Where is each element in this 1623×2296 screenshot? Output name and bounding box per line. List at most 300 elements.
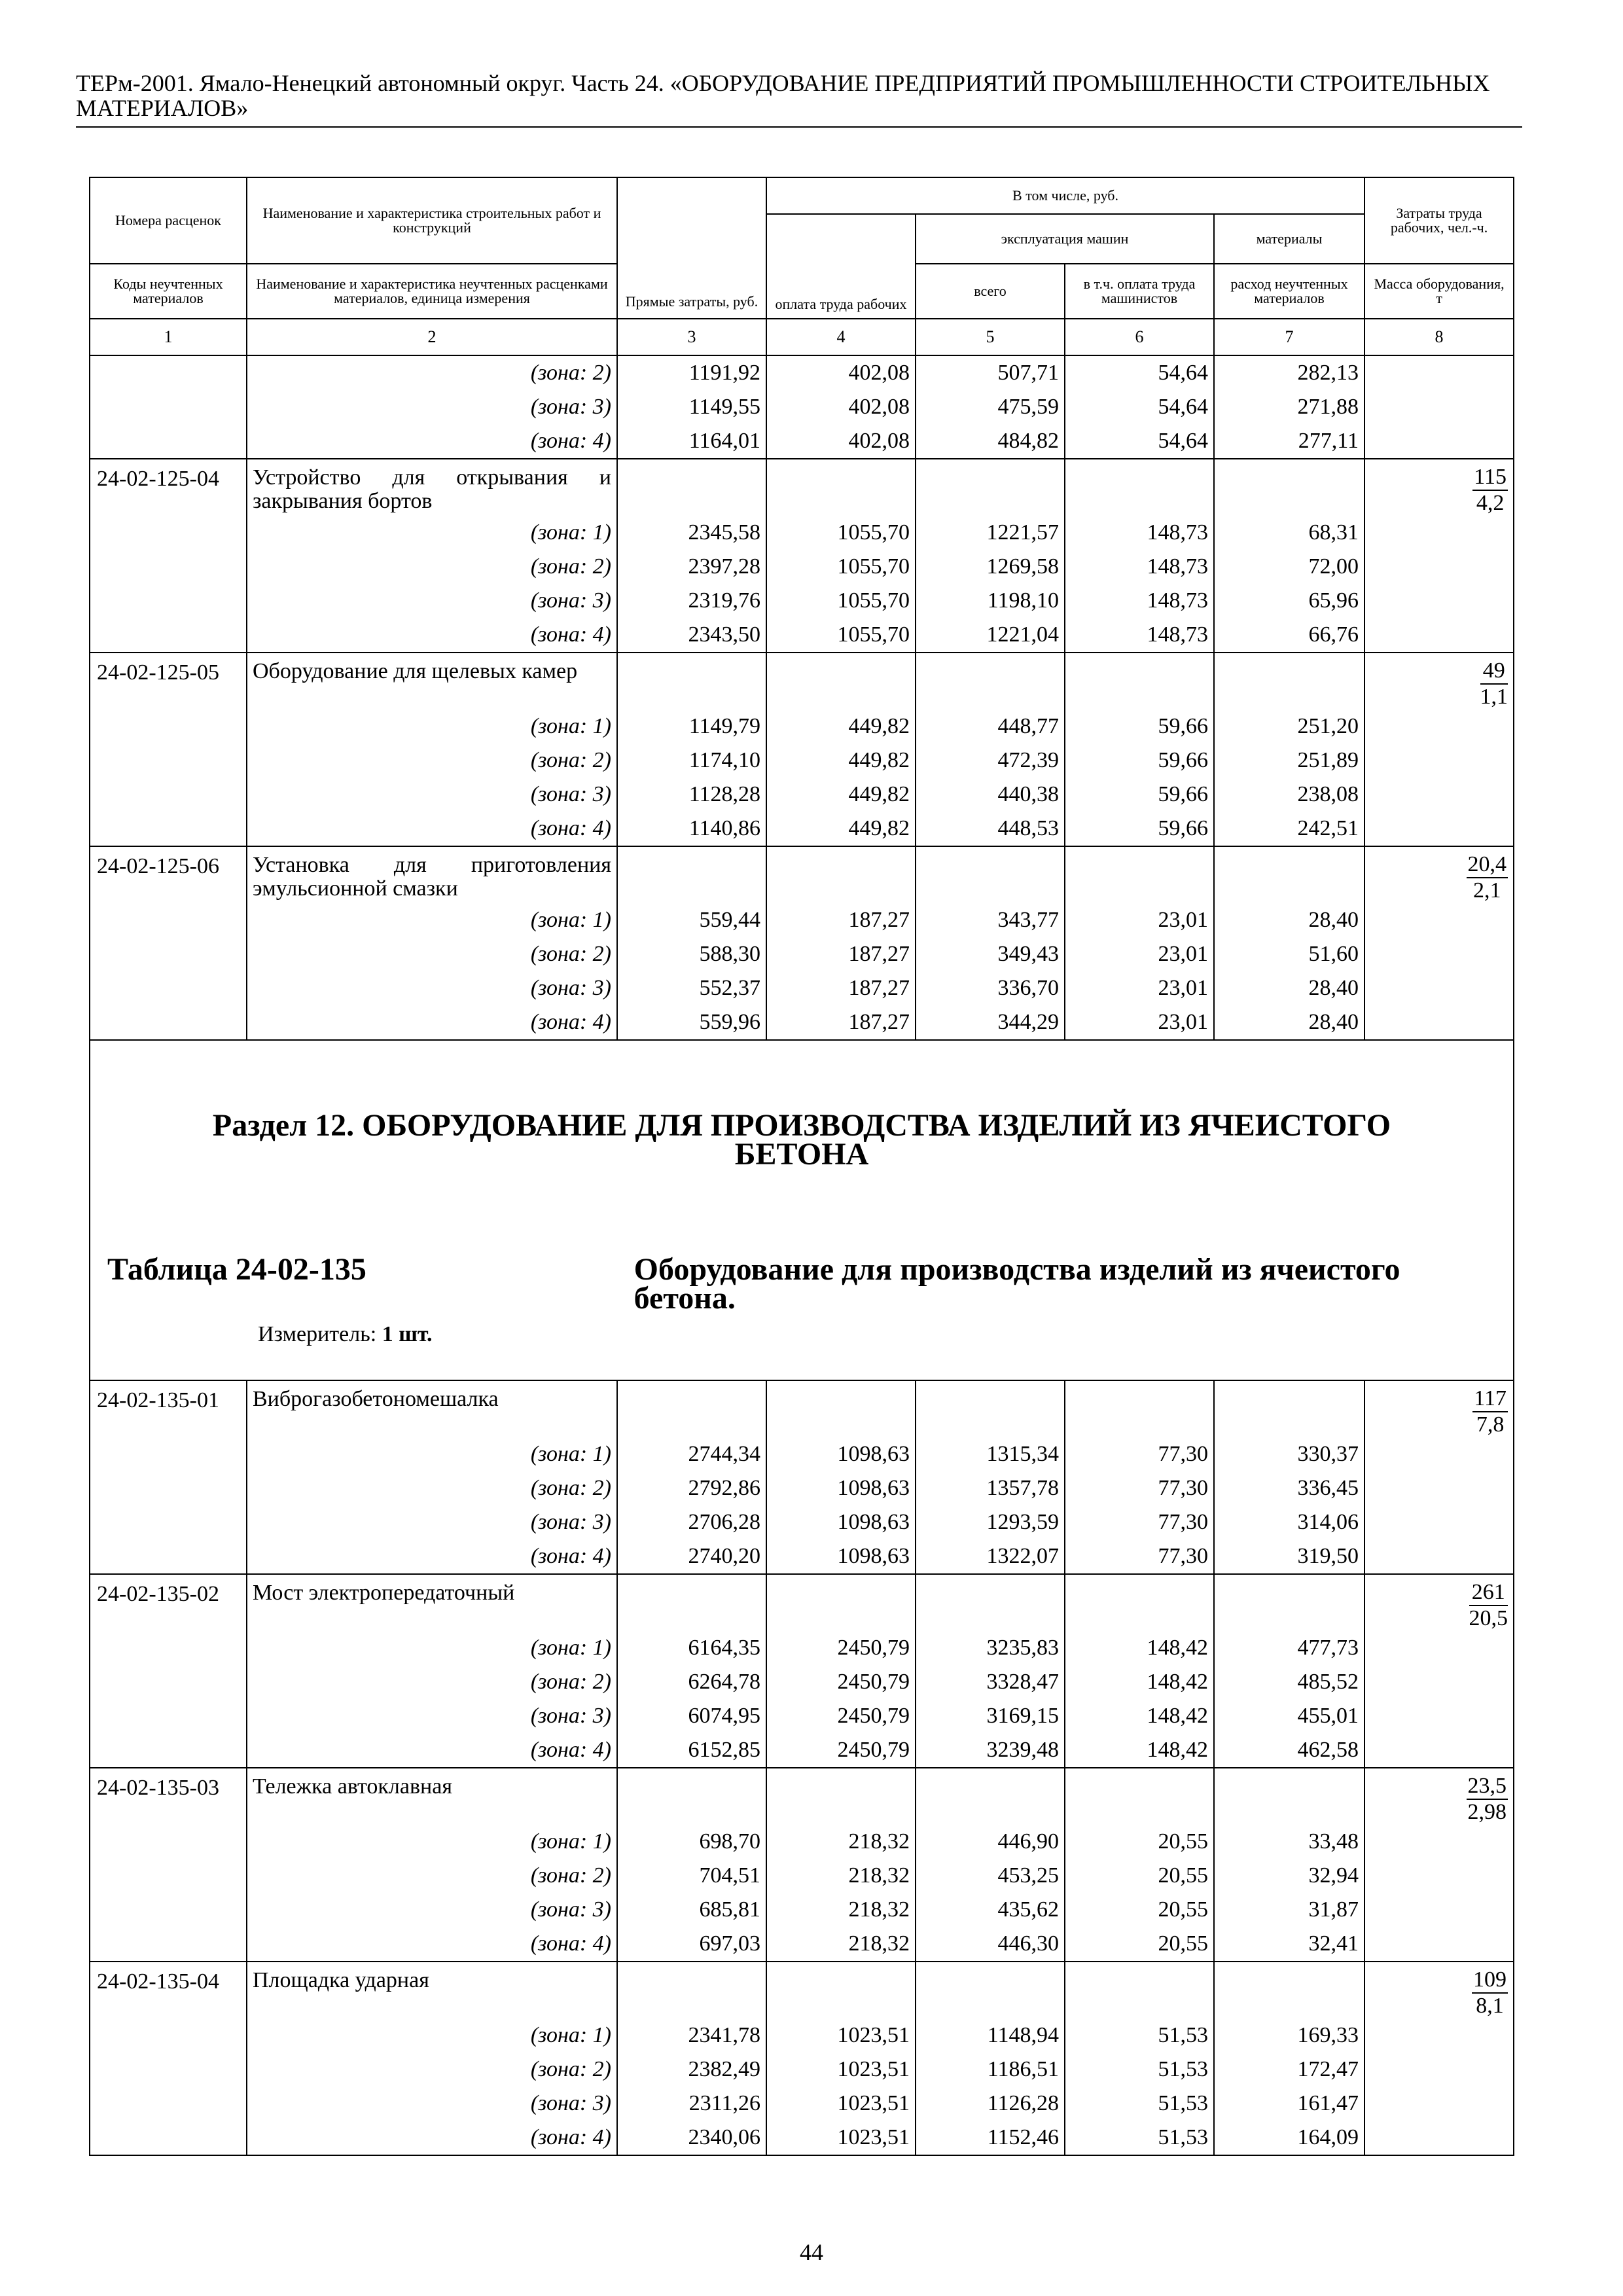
direct-cost-cell: 2792,86 (617, 1471, 766, 1505)
empty-cell (916, 1380, 1065, 1437)
zone-row (90, 1005, 1514, 1040)
materials-cost-cell: 336,45 (1214, 1471, 1364, 1505)
labor-cost-cell: 1055,70 (766, 618, 916, 653)
labor-hours-value: 49 (1480, 658, 1508, 685)
mass-cell-empty (1364, 744, 1514, 778)
column-number: 7 (1214, 319, 1364, 355)
labor-mass-cell (1364, 1768, 1514, 1825)
labor-cost-cell: 1055,70 (766, 516, 916, 550)
mass-value: 2,1 (1473, 878, 1501, 903)
measure-line (90, 1322, 1513, 1347)
mass-cell-empty (1364, 1539, 1514, 1574)
zone-row (90, 424, 1514, 459)
zone-label: (зона: 3) (247, 1699, 617, 1733)
zone-row (90, 709, 1514, 744)
zone-label: (зона: 2) (247, 1471, 617, 1505)
zone-row (90, 903, 1514, 937)
machines-cost-cell: 1152,46 (916, 2121, 1065, 2155)
materials-cost-cell: 251,89 (1214, 744, 1364, 778)
mass-cell-empty (1364, 618, 1514, 653)
mass-cell-empty (1364, 778, 1514, 812)
labor-cost-cell: 1098,63 (766, 1471, 916, 1505)
zone-row (90, 2121, 1514, 2155)
materials-cost-cell: 28,40 (1214, 1005, 1364, 1040)
section-title: Раздел 12. ОБОРУДОВАНИЕ ДЛЯ ПРОИЗВОДСТВА ИЗДЕЛИЙ ИЗ ЯЧЕИСТОГО БЕТОНА (90, 1040, 1514, 1255)
labor-cost-cell: 402,08 (766, 424, 916, 459)
mass-cell-empty (1364, 1699, 1514, 1733)
rate-name-row (90, 1380, 1514, 1437)
materials-cost-cell: 51,60 (1214, 937, 1364, 971)
labor-cost-cell: 187,27 (766, 971, 916, 1005)
labor-mass-fraction (1472, 1967, 1508, 2018)
zone-label: (зона: 2) (247, 1859, 617, 1893)
materials-cost-cell: 169,33 (1214, 2018, 1364, 2053)
direct-cost-cell: 2343,50 (617, 618, 766, 653)
zone-row (90, 584, 1514, 618)
rate-code: 24-02-135-02 (90, 1574, 247, 1768)
operators-cost-cell: 148,73 (1065, 584, 1214, 618)
empty-cell (1065, 1574, 1214, 1631)
labor-mass-fraction (1467, 1774, 1508, 1825)
empty-cell (617, 459, 766, 516)
machines-cost-cell: 1315,34 (916, 1437, 1065, 1471)
machines-cost-cell: 1221,57 (916, 516, 1065, 550)
zone-label: (зона: 4) (247, 1927, 617, 1962)
page-number: 44 (800, 2239, 823, 2265)
operators-cost-cell: 148,42 (1065, 1733, 1214, 1768)
operators-cost-cell: 77,30 (1065, 1437, 1214, 1471)
mass-cell-empty (1364, 903, 1514, 937)
zone-row (90, 1437, 1514, 1471)
zone-row (90, 1505, 1514, 1539)
labor-hours-value: 115 (1472, 465, 1508, 491)
machines-cost-cell: 448,77 (916, 709, 1065, 744)
rate-name: Установка для приготовления эмульсионной смазки (247, 846, 617, 903)
direct-cost-cell: 685,81 (617, 1893, 766, 1927)
rate-name: Площадка ударная (247, 1962, 617, 2018)
direct-cost-cell: 1128,28 (617, 778, 766, 812)
labor-cost-cell: 218,32 (766, 1893, 916, 1927)
zone-row (90, 778, 1514, 812)
zone-label: (зона: 1) (247, 709, 617, 744)
zone-row (90, 1539, 1514, 1574)
mass-cell-empty (1364, 1927, 1514, 1962)
operators-cost-cell: 51,53 (1065, 2053, 1214, 2087)
direct-cost-cell: 697,03 (617, 1927, 766, 1962)
column-number: 4 (766, 319, 916, 355)
direct-cost-cell: 6264,78 (617, 1665, 766, 1699)
empty-cell (916, 1962, 1065, 2018)
materials-cost-cell: 238,08 (1214, 778, 1364, 812)
labor-cost-cell: 2450,79 (766, 1631, 916, 1665)
labor-cost-cell: 187,27 (766, 1005, 916, 1040)
direct-cost-cell: 704,51 (617, 1859, 766, 1893)
direct-cost-cell: 559,96 (617, 1005, 766, 1040)
rate-code: 24-02-125-04 (90, 459, 247, 653)
machines-cost-cell: 507,71 (916, 355, 1065, 390)
code-cell-empty (90, 424, 247, 459)
mass-cell-empty (1364, 2121, 1514, 2155)
operators-cost-cell: 148,73 (1065, 618, 1214, 653)
labor-cost-cell: 449,82 (766, 744, 916, 778)
machines-cost-cell: 1186,51 (916, 2053, 1065, 2087)
mass-value: 1,1 (1480, 685, 1508, 709)
operators-cost-cell: 54,64 (1065, 390, 1214, 424)
code-cell-empty (90, 390, 247, 424)
table-title: Оборудование для производства изделий из ячеистого бетона. (633, 1252, 1400, 1316)
empty-cell (916, 1574, 1065, 1631)
zone-label: (зона: 3) (247, 971, 617, 1005)
column-number: 1 (90, 319, 247, 355)
materials-cost-cell: 477,73 (1214, 1631, 1364, 1665)
machines-cost-cell: 343,77 (916, 903, 1065, 937)
zone-label: (зона: 3) (247, 390, 617, 424)
zone-label: (зона: 2) (247, 550, 617, 584)
rate-name: Мост электропередаточный (247, 1574, 617, 1631)
empty-cell (916, 653, 1065, 709)
labor-cost-cell: 218,32 (766, 1859, 916, 1893)
zone-row (90, 550, 1514, 584)
mass-cell-empty (1364, 709, 1514, 744)
labor-cost-cell: 1098,63 (766, 1539, 916, 1574)
zone-row (90, 1927, 1514, 1962)
labor-mass-cell (1364, 459, 1514, 516)
zone-row (90, 1733, 1514, 1768)
zone-label: (зона: 3) (247, 1893, 617, 1927)
labor-cost-cell: 1023,51 (766, 2087, 916, 2121)
operators-cost-cell: 54,64 (1065, 424, 1214, 459)
mass-cell-empty (1364, 2053, 1514, 2087)
labor-cost-cell: 187,27 (766, 937, 916, 971)
labor-hours-value: 109 (1472, 1967, 1508, 1994)
zone-label: (зона: 1) (247, 2018, 617, 2053)
zone-row (90, 1859, 1514, 1893)
direct-cost-cell: 2319,76 (617, 584, 766, 618)
zone-label: (зона: 3) (247, 778, 617, 812)
machines-header: эксплуатация машин (916, 214, 1214, 264)
machines-cost-cell: 472,39 (916, 744, 1065, 778)
empty-cell (1214, 1380, 1364, 1437)
mass-cell-empty (1364, 355, 1514, 390)
direct-cost-cell: 2706,28 (617, 1505, 766, 1539)
labor-cost-cell: 2450,79 (766, 1733, 916, 1768)
zone-label: (зона: 1) (247, 1825, 617, 1859)
materials-cost-cell: 277,11 (1214, 424, 1364, 459)
zone-label: (зона: 1) (247, 516, 617, 550)
direct-cost-cell: 1149,55 (617, 390, 766, 424)
empty-cell (1214, 653, 1364, 709)
materials-cost-cell: 330,37 (1214, 1437, 1364, 1471)
measure-value: 1 шт. (382, 1322, 433, 1346)
zone-row (90, 2087, 1514, 2121)
zone-row (90, 2018, 1514, 2053)
col6-header: в т.ч. оплата труда машинистов (1065, 264, 1214, 319)
direct-cost-cell: 698,70 (617, 1825, 766, 1859)
labor-cost-cell: 1098,63 (766, 1437, 916, 1471)
mass-cell-empty (1364, 1471, 1514, 1505)
machines-cost-cell: 453,25 (916, 1859, 1065, 1893)
zone-row (90, 516, 1514, 550)
machines-cost-cell: 475,59 (916, 390, 1065, 424)
labor-mass-cell (1364, 1574, 1514, 1631)
operators-cost-cell: 148,42 (1065, 1631, 1214, 1665)
mass-cell-empty (1364, 424, 1514, 459)
materials-cost-cell: 314,06 (1214, 1505, 1364, 1539)
operators-cost-cell: 54,64 (1065, 355, 1214, 390)
operators-cost-cell: 51,53 (1065, 2087, 1214, 2121)
direct-cost-cell: 1149,79 (617, 709, 766, 744)
materials-cost-cell: 65,96 (1214, 584, 1364, 618)
mass-cell-empty (1364, 390, 1514, 424)
empty-cell (916, 846, 1065, 903)
labor-mass-fraction (1480, 658, 1508, 709)
zone-row (90, 355, 1514, 390)
empty-cell (617, 1962, 766, 2018)
zone-row (90, 1699, 1514, 1733)
table-caption (90, 1252, 1514, 1380)
operators-cost-cell: 59,66 (1065, 744, 1214, 778)
rate-code: 24-02-125-06 (90, 846, 247, 1040)
materials-cost-cell: 31,87 (1214, 1893, 1364, 1927)
machines-cost-cell: 344,29 (916, 1005, 1065, 1040)
empty-cell (766, 653, 916, 709)
materials-cost-cell: 32,94 (1214, 1859, 1364, 1893)
empty-cell (766, 846, 916, 903)
direct-cost-cell: 2382,49 (617, 2053, 766, 2087)
rate-name-row (90, 653, 1514, 709)
labor-cost-cell: 218,32 (766, 1825, 916, 1859)
rate-code: 24-02-135-01 (90, 1380, 247, 1574)
rate-code: 24-02-135-04 (90, 1962, 247, 2155)
table-caption-row (90, 1255, 1514, 1380)
materials-cost-cell: 485,52 (1214, 1665, 1364, 1699)
labor-mass-fraction (1467, 852, 1508, 903)
machines-cost-cell: 1198,10 (916, 584, 1065, 618)
direct-cost-cell: 6164,35 (617, 1631, 766, 1665)
zone-row (90, 1631, 1514, 1665)
materials-cost-cell: 319,50 (1214, 1539, 1364, 1574)
labor-cost-cell: 1055,70 (766, 584, 916, 618)
operators-cost-cell: 148,73 (1065, 550, 1214, 584)
empty-cell (617, 1380, 766, 1437)
mass-cell-empty (1364, 1859, 1514, 1893)
section-row (90, 1040, 1514, 1255)
materials-cost-cell: 242,51 (1214, 812, 1364, 846)
materials-cost-cell: 462,58 (1214, 1733, 1364, 1768)
direct-cost-cell: 588,30 (617, 937, 766, 971)
col2-header-bottom: Наименование и характеристика неучтенных расценками материалов, единица измерения (247, 264, 617, 319)
materials-cost-cell: 72,00 (1214, 550, 1364, 584)
operators-cost-cell: 77,30 (1065, 1505, 1214, 1539)
direct-cost-cell: 1140,86 (617, 812, 766, 846)
labor-cost-cell: 218,32 (766, 1927, 916, 1962)
labor-cost-cell: 1023,51 (766, 2121, 916, 2155)
operators-cost-cell: 59,66 (1065, 812, 1214, 846)
empty-cell (617, 1768, 766, 1825)
operators-cost-cell: 23,01 (1065, 971, 1214, 1005)
rate-name: Устройство для открывания и закрывания бортов (247, 459, 617, 516)
labor-cost-cell: 1023,51 (766, 2053, 916, 2087)
empty-cell (1214, 459, 1364, 516)
page-header: ТЕРм-2001. Ямало-Ненецкий автономный округ. Часть 24. «ОБОРУДОВАНИЕ ПРЕДПРИЯТИЙ ПРОМЫШЛЕННОСТИ СТРОИТЕЛЬНЫХ МАТЕРИАЛОВ» (76, 70, 1490, 121)
rate-name-row (90, 1768, 1514, 1825)
labor-cost-cell: 402,08 (766, 355, 916, 390)
code-cell-empty (90, 355, 247, 390)
zone-row (90, 744, 1514, 778)
empty-cell (1214, 846, 1364, 903)
labor-mass-cell (1364, 1962, 1514, 2018)
mass-cell-empty (1364, 584, 1514, 618)
mass-cell-empty (1364, 1893, 1514, 1927)
operators-cost-cell: 20,55 (1065, 1825, 1214, 1859)
zone-label: (зона: 4) (247, 1005, 617, 1040)
direct-cost-cell: 2340,06 (617, 2121, 766, 2155)
labor-cost-cell: 2450,79 (766, 1699, 916, 1733)
empty-cell (1214, 1962, 1364, 2018)
rate-name: Виброгазобетономешалка (247, 1380, 617, 1437)
column-number: 5 (916, 319, 1065, 355)
mass-cell-empty (1364, 1665, 1514, 1699)
machines-cost-cell: 3239,48 (916, 1733, 1065, 1768)
labor-mass-cell (1364, 1380, 1514, 1437)
machines-cost-cell: 446,30 (916, 1927, 1065, 1962)
mass-cell-empty (1364, 1505, 1514, 1539)
column-number: 2 (247, 319, 617, 355)
zone-label: (зона: 3) (247, 1505, 617, 1539)
mass-value: 7,8 (1476, 1412, 1505, 1437)
labor-cost-cell: 187,27 (766, 903, 916, 937)
materials-header: материалы (1214, 214, 1364, 264)
col8-header-top: Затраты труда рабочих, чел.-ч. (1364, 177, 1514, 264)
materials-cost-cell: 172,47 (1214, 2053, 1364, 2087)
materials-cost-cell: 455,01 (1214, 1699, 1364, 1733)
zone-row (90, 1665, 1514, 1699)
column-number: 6 (1065, 319, 1214, 355)
labor-hours-value: 23,5 (1467, 1774, 1508, 1800)
col1-header-top: Номера расценок (90, 177, 247, 264)
operators-cost-cell: 148,73 (1065, 516, 1214, 550)
direct-cost-cell: 1164,01 (617, 424, 766, 459)
mass-value: 2,98 (1467, 1800, 1507, 1824)
direct-cost-cell: 2740,20 (617, 1539, 766, 1574)
col7-header: расход неучтенных материалов (1214, 264, 1364, 319)
empty-cell (1065, 1380, 1214, 1437)
machines-cost-cell: 448,53 (916, 812, 1065, 846)
materials-cost-cell: 33,48 (1214, 1825, 1364, 1859)
labor-mass-fraction (1469, 1580, 1508, 1631)
mass-cell-empty (1364, 550, 1514, 584)
direct-cost-cell: 2341,78 (617, 2018, 766, 2053)
machines-cost-cell: 1322,07 (916, 1539, 1065, 1574)
materials-cost-cell: 28,40 (1214, 903, 1364, 937)
empty-cell (1065, 653, 1214, 709)
zone-label: (зона: 4) (247, 424, 617, 459)
zone-row (90, 2053, 1514, 2087)
rate-name-row (90, 1574, 1514, 1631)
empty-cell (916, 459, 1065, 516)
operators-cost-cell: 77,30 (1065, 1471, 1214, 1505)
zone-row (90, 1825, 1514, 1859)
operators-cost-cell: 51,53 (1065, 2121, 1214, 2155)
rate-name-row (90, 459, 1514, 516)
direct-cost-cell: 2744,34 (617, 1437, 766, 1471)
labor-mass-fraction (1472, 1386, 1508, 1437)
machines-cost-cell: 484,82 (916, 424, 1065, 459)
mass-value: 8,1 (1476, 1994, 1504, 2018)
empty-cell (766, 1574, 916, 1631)
materials-cost-cell: 66,76 (1214, 618, 1364, 653)
labor-cost-cell: 449,82 (766, 812, 916, 846)
mass-cell-empty (1364, 971, 1514, 1005)
operators-cost-cell: 23,01 (1065, 1005, 1214, 1040)
zone-label: (зона: 2) (247, 744, 617, 778)
zone-label: (зона: 4) (247, 812, 617, 846)
operators-cost-cell: 59,66 (1065, 709, 1214, 744)
rate-code: 24-02-135-03 (90, 1768, 247, 1962)
empty-cell (617, 846, 766, 903)
mass-cell-empty (1364, 2018, 1514, 2053)
rates-table (89, 177, 1514, 2156)
empty-cell (1065, 459, 1214, 516)
empty-cell (1065, 1962, 1214, 2018)
machines-cost-cell: 446,90 (916, 1825, 1065, 1859)
operators-cost-cell: 77,30 (1065, 1539, 1214, 1574)
zone-label: (зона: 1) (247, 903, 617, 937)
zone-label: (зона: 4) (247, 618, 617, 653)
header-rule (76, 126, 1522, 128)
machines-cost-cell: 3328,47 (916, 1665, 1065, 1699)
rate-name-row (90, 846, 1514, 903)
materials-cost-cell: 251,20 (1214, 709, 1364, 744)
direct-cost-cell: 6152,85 (617, 1733, 766, 1768)
zone-label: (зона: 4) (247, 2121, 617, 2155)
labor-hours-value: 20,4 (1467, 852, 1508, 878)
labor-cost-cell: 2450,79 (766, 1665, 916, 1699)
zone-label: (зона: 2) (247, 2053, 617, 2087)
operators-cost-cell: 23,01 (1065, 937, 1214, 971)
mass-cell-empty (1364, 2087, 1514, 2121)
col8-header-bottom: Масса оборудования, т (1364, 264, 1514, 319)
operators-cost-cell: 51,53 (1065, 2018, 1214, 2053)
operators-cost-cell: 23,01 (1065, 903, 1214, 937)
labor-hours-value: 261 (1469, 1580, 1508, 1606)
operators-cost-cell: 148,42 (1065, 1699, 1214, 1733)
machines-cost-cell: 1126,28 (916, 2087, 1065, 2121)
operators-cost-cell: 20,55 (1065, 1893, 1214, 1927)
zone-label: (зона: 3) (247, 2087, 617, 2121)
including-header: В том числе, руб. (766, 177, 1364, 214)
mass-cell-empty (1364, 1631, 1514, 1665)
machines-cost-cell: 1221,04 (916, 618, 1065, 653)
direct-cost-cell: 559,44 (617, 903, 766, 937)
col4-header: оплата труда рабочих (766, 214, 916, 319)
mass-cell-empty (1364, 1825, 1514, 1859)
labor-cost-cell: 449,82 (766, 778, 916, 812)
mass-cell-empty (1364, 812, 1514, 846)
machines-cost-cell: 336,70 (916, 971, 1065, 1005)
operators-cost-cell: 20,55 (1065, 1859, 1214, 1893)
direct-cost-cell: 1174,10 (617, 744, 766, 778)
empty-cell (617, 1574, 766, 1631)
zone-label: (зона: 2) (247, 355, 617, 390)
col1-header-bottom: Коды неучтенных материалов (90, 264, 247, 319)
machines-cost-cell: 1269,58 (916, 550, 1065, 584)
labor-mass-cell (1364, 653, 1514, 709)
mass-cell-empty (1364, 1733, 1514, 1768)
machines-cost-cell: 1293,59 (916, 1505, 1065, 1539)
labor-cost-cell: 1098,63 (766, 1505, 916, 1539)
machines-cost-cell: 3235,83 (916, 1631, 1065, 1665)
